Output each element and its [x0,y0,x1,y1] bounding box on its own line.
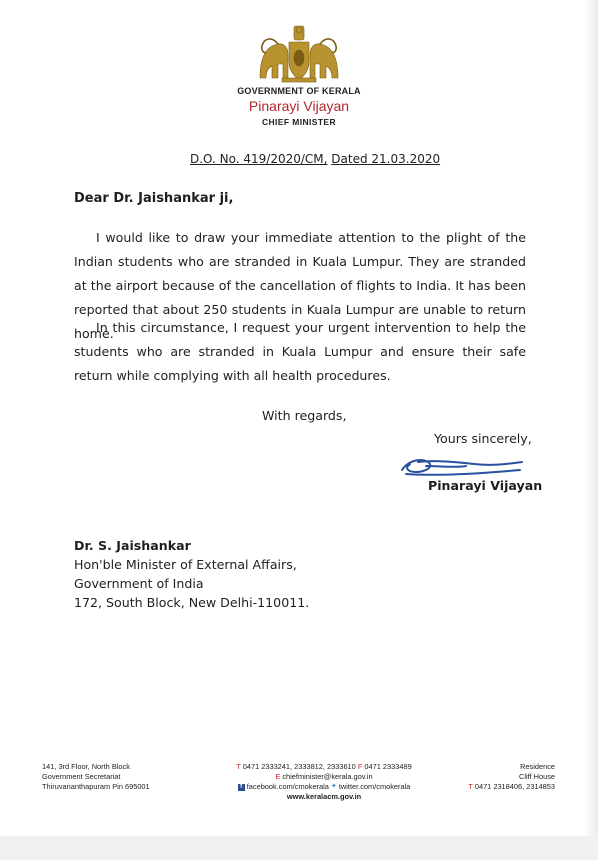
reference-date: Dated 21.03.2020 [331,152,441,166]
signer-name: Pinarayi Vijayan [428,478,543,493]
residence-phone: 0471 2318406, 2314853 [474,782,555,791]
regards-line: With regards, [262,408,347,423]
recipient-title: Hon'ble Minister of External Affairs, [74,557,297,572]
phone-label: T [236,762,241,771]
reference-number: D.O. No. 419/2020/CM, [190,152,328,166]
reference-line [190,152,440,166]
residence-phone-label: T [468,782,473,791]
facebook-icon: f [238,784,245,791]
body-paragraph-2 [74,316,526,388]
footer-email-line [214,772,434,782]
body-paragraph-1-text: I would like to draw your immediate attention to the plight of the Indian students who are stranded in Kuala Lumpur. They are stranded at the airport because of the cancellation of flights to India. It has been reported that about 250 students in Kuala Lumpur are unable to return home. [74,230,526,341]
salutation: Dear Dr. Jaishankar ji, [74,191,234,206]
footer-office-address [42,762,150,792]
footer-office-line-1: 141, 3rd Floor, North Block [42,762,130,771]
body-paragraph-2-text: In this circumstance, I request your urgent intervention to help the students who are stranded in Kuala Lumpur and ensure their safe return while complying with all health procedures. [74,320,526,383]
kerala-emblem-icon [256,22,342,86]
footer-contacts [214,762,434,802]
residence-label: Residence [520,762,555,771]
email-label: E [275,772,281,781]
phone-numbers: 0471 2333241, 2333812, 2333610 [242,762,356,771]
website-link[interactable]: www.keralacm.gov.in [286,792,362,802]
twitter-link[interactable]: twitter.com/cmokerala [338,782,411,791]
closing-line: Yours sincerely, [434,431,532,446]
facebook-link[interactable]: facebook.com/cmokerala [246,782,329,791]
sender-name-heading: Pinarayi Vijayan [248,98,350,114]
recipient-street: 172, South Block, New Delhi-110011. [74,595,310,610]
fax-number: 0471 2333489 [364,762,412,771]
designation-heading: CHIEF MINISTER [261,117,337,127]
fax-label: F [357,762,363,771]
residence-phone-line [440,782,555,792]
footer-office-line-3: Thiruvananthapuram Pin 695001 [42,782,150,791]
footer-residence [440,762,555,792]
recipient-name: Dr. S. Jaishankar [74,538,191,553]
page-edge-shadow [584,0,598,860]
bottom-margin [0,836,598,860]
footer-social-line [214,782,434,792]
recipient-organisation: Government of India [74,576,204,591]
email-address: chiefminister@kerala.gov.in [282,772,373,781]
residence-name: Cliff House [518,772,555,781]
footer-office-line-2: Government Secretariat [42,772,121,781]
footer-phone-fax-line [214,762,434,772]
twitter-icon: ✦ [330,783,337,791]
government-heading: GOVERNMENT OF KERALA [237,86,361,96]
recipient-address [74,536,309,612]
